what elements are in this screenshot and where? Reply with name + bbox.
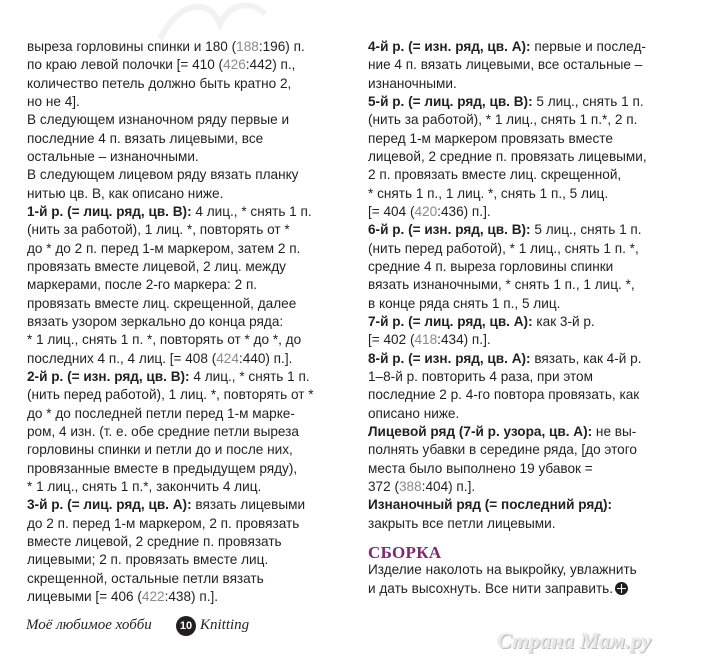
text-segment: не вы- — [592, 423, 637, 439]
text-segment: провязать вместе лицевой, 2 лиц. между — [27, 258, 286, 274]
text-segment: до * до последней петли перед 1-м марке- — [27, 405, 295, 421]
text-segment: вязать узором зеркально до конца ряда: — [27, 313, 284, 329]
text-line — [27, 240, 300, 257]
text-segment: лицевой, 2 средние п. провязать лицевыми, — [368, 148, 647, 164]
text-line — [27, 295, 296, 312]
text-line — [368, 276, 635, 293]
text-segment: изнаночными. — [368, 75, 457, 91]
text-segment: лицевыми; 2 п. провязать вместе лиц. — [27, 552, 269, 568]
text-line — [368, 75, 457, 92]
text-line — [27, 38, 305, 55]
text-segment: первые и послед- — [530, 39, 646, 54]
text-segment: :442) п., — [245, 57, 296, 73]
text-line — [368, 313, 595, 330]
text-segment: закрыть все петли лицевыми. — [368, 515, 556, 531]
text-segment: :436) п.]. — [437, 203, 491, 219]
text-line — [27, 533, 282, 550]
text-line — [368, 258, 613, 275]
text-segment: 2 п. провязать вместе лиц. скрещенной, — [368, 167, 622, 183]
text-segment: последние 2 р. 4-го повтора провязать, как — [368, 387, 640, 403]
text-segment: скрещенной, остальные петли вязать — [27, 570, 264, 586]
row-label: Изнаночный ряд (= последний ряд): — [368, 497, 613, 513]
text-line — [27, 203, 312, 220]
text-line — [27, 258, 286, 275]
size-highlight: 420 — [414, 203, 438, 219]
text-segment: но не 4]. — [27, 93, 80, 109]
text-line — [368, 405, 459, 422]
text-line — [27, 56, 295, 73]
row-label: 5-й р. (= лиц. ряд, цв. В): — [368, 93, 533, 109]
text-line — [27, 313, 283, 330]
text-line — [27, 515, 299, 532]
text-segment: описано ниже. — [368, 405, 460, 421]
text-segment: * 1 лиц., снять 1 п.*, закончить 4 лиц. — [27, 478, 262, 494]
text-line — [368, 240, 639, 257]
text-segment: (нить перед работой), 1 лиц. *, повторять от * — [27, 387, 314, 403]
section-heading-assembly: СБОРКА — [368, 543, 442, 562]
row-label: 1-й р. (= лиц. ряд, цв. В): — [27, 203, 192, 219]
text-segment: [= 402 ( — [368, 332, 415, 348]
text-segment: ние 4 п. вязать лицевыми, все остальные – — [368, 57, 643, 73]
text-segment: :438) п.]. — [164, 588, 219, 604]
size-highlight: 388 — [398, 478, 422, 494]
text-segment: 1–8-й р. повторить 4 раза, при этом — [368, 368, 593, 384]
text-segment: полнять убавки в середине ряда, [до этого — [368, 442, 637, 458]
text-line — [27, 368, 310, 385]
text-segment: Изделие наколоть на выкройку, увлажнить — [368, 562, 637, 577]
text-segment: до 2 п. перед 1-м маркером, 2 п. провязать — [27, 515, 300, 531]
text-line — [368, 148, 647, 165]
text-line — [27, 148, 199, 165]
text-segment: 372 ( — [368, 478, 399, 494]
size-highlight: 418 — [414, 332, 438, 348]
text-line — [27, 405, 295, 422]
text-line — [27, 276, 257, 293]
text-segment: :196) п. — [258, 39, 305, 54]
text-line — [368, 295, 560, 312]
text-line — [27, 166, 298, 183]
text-segment: В следующем лицевом ряду вязать планку — [27, 167, 299, 183]
text-segment: лицевыми [= 406 ( — [27, 588, 142, 604]
text-segment: маркерами, после 2-го маркера: 2 п. — [27, 277, 258, 293]
text-segment: [= 404 ( — [368, 203, 415, 219]
text-segment: провязать вместе лиц. скрещенной, далее — [27, 295, 297, 311]
text-line — [27, 350, 292, 367]
text-line — [27, 551, 268, 568]
row-label: Лицевой ряд (7-й р. узора, цв. А): — [368, 423, 593, 439]
text-segment: провязанные вместе в предыдущем ряду), — [27, 460, 298, 476]
text-line — [368, 580, 628, 597]
row-label: 6-й р. (= изн. ряд, цв. В): — [368, 222, 531, 238]
row-label: 7-й р. (= лиц. ряд, цв. А): — [368, 313, 533, 329]
text-line — [368, 350, 641, 367]
text-line — [368, 386, 639, 403]
text-segment: количество петель должно быть кратно 2, — [27, 75, 292, 91]
text-segment: выреза горловины спинки и 180 ( — [27, 39, 237, 54]
text-segment: ром, 4 изн. (т. е. обе средние петли выреза — [27, 423, 299, 439]
text-segment: последние 4 п. вязать лицевыми, все — [27, 130, 264, 146]
text-segment: места было выполнено 19 убавок = — [368, 460, 593, 476]
text-line — [27, 331, 301, 348]
text-line — [27, 221, 290, 238]
watermark: Страна Мам.ру — [497, 628, 652, 653]
text-segment: :440) п.]. — [238, 350, 293, 366]
text-line — [368, 496, 612, 513]
text-segment: последних 4 п., 4 лиц. [= 408 ( — [27, 350, 217, 366]
text-segment: в конце ряда снять 1 п., 5 лиц. — [368, 295, 561, 311]
text-line — [368, 203, 491, 220]
end-of-pattern-icon — [615, 582, 628, 595]
text-line — [27, 185, 223, 202]
text-line — [27, 75, 291, 92]
size-highlight: 422 — [141, 588, 165, 604]
text-segment: как 3-й р. — [532, 313, 595, 329]
text-segment: * снять 1 п., 1 лиц. *, снять 1 п., 5 лиц. — [368, 185, 609, 201]
row-label: 8-й р. (= изн. ряд, цв. А): — [368, 350, 531, 366]
row-label: 4-й р. (= изн. ряд, цв. А): — [368, 39, 531, 54]
text-segment: В следующем изнаночном ряду первые и — [27, 112, 290, 128]
text-line — [27, 93, 80, 110]
size-highlight: 426 — [223, 57, 246, 73]
text-segment: и дать высохнуть. Все нити заправить. — [368, 581, 614, 596]
text-line — [368, 368, 593, 385]
text-segment: остальные – изнаночными. — [27, 148, 199, 164]
text-line — [27, 130, 263, 147]
text-line — [27, 478, 261, 495]
text-line — [368, 331, 491, 348]
text-segment: вязать, как 4-й р. — [530, 350, 642, 366]
size-highlight: 424 — [216, 350, 239, 366]
text-line — [27, 570, 264, 587]
text-segment: средние 4 п. выреза горловины спинки — [368, 258, 614, 274]
text-segment: * 1 лиц., снять 1 п. *, повторять от * до *, до — [27, 332, 302, 348]
text-line — [27, 111, 289, 128]
text-segment: 4 лиц., * снять 1 п. — [189, 368, 310, 384]
text-line — [368, 478, 475, 495]
text-segment: по краю левой полочки [= 410 ( — [27, 57, 224, 73]
text-line — [27, 496, 305, 513]
text-line — [368, 111, 637, 128]
text-segment: (нить за работой), * 1 лиц., снять 1 п.*, 2 п. — [368, 112, 638, 128]
text-segment: 5 лиц., снять 1 п. — [530, 222, 642, 238]
text-segment: вместе лицевой, 2 средние п. провязать — [27, 533, 282, 549]
text-line — [368, 441, 637, 458]
text-line — [27, 386, 314, 403]
text-line — [27, 423, 299, 440]
text-line — [27, 588, 218, 605]
text-segment: вязать изнаночными, * снять 1 п., 1 лиц. *, — [368, 277, 635, 293]
text-segment: 5 лиц., снять 1 п. — [532, 93, 644, 109]
text-segment: 4 лиц., * снять 1 п. — [191, 203, 312, 219]
text-line — [368, 460, 593, 477]
text-segment: перед 1-м маркером провязать вместе — [368, 130, 613, 146]
text-segment: :434) п.]. — [437, 332, 491, 348]
text-line — [368, 423, 636, 440]
text-segment: до * до 2 п. перед 1-м маркером, затем 2 п. — [27, 240, 301, 256]
text-line — [368, 221, 642, 238]
text-segment: (нить за работой), 1 лиц. *, повторять от * — [27, 222, 290, 238]
footer-brand: Knitting — [200, 617, 250, 633]
footer-magazine-title: Моё любимое хобби — [26, 617, 152, 633]
text-segment: :404) п.]. — [421, 478, 476, 494]
text-segment: вязать лицевыми — [191, 497, 306, 513]
text-line — [368, 185, 608, 202]
text-segment: нитью цв. В, как описано ниже. — [27, 185, 224, 201]
text-line — [368, 166, 621, 183]
text-line — [368, 130, 613, 147]
page-number: 10 — [176, 616, 196, 636]
row-label: 2-й р. (= изн. ряд, цв. В): — [27, 368, 190, 384]
text-segment: горловины спинки и петли до и после них, — [27, 442, 293, 458]
text-line — [368, 93, 644, 110]
text-line — [27, 460, 297, 477]
text-line — [368, 38, 646, 55]
row-label: 3-й р. (= лиц. ряд, цв. А): — [27, 497, 192, 513]
text-line — [368, 515, 556, 532]
text-line — [27, 441, 293, 458]
text-segment: (нить перед работой), * 1 лиц., снять 1 п. *, — [368, 240, 639, 256]
size-highlight: 188 — [236, 39, 259, 54]
text-line — [368, 56, 642, 73]
text-line — [368, 561, 637, 578]
